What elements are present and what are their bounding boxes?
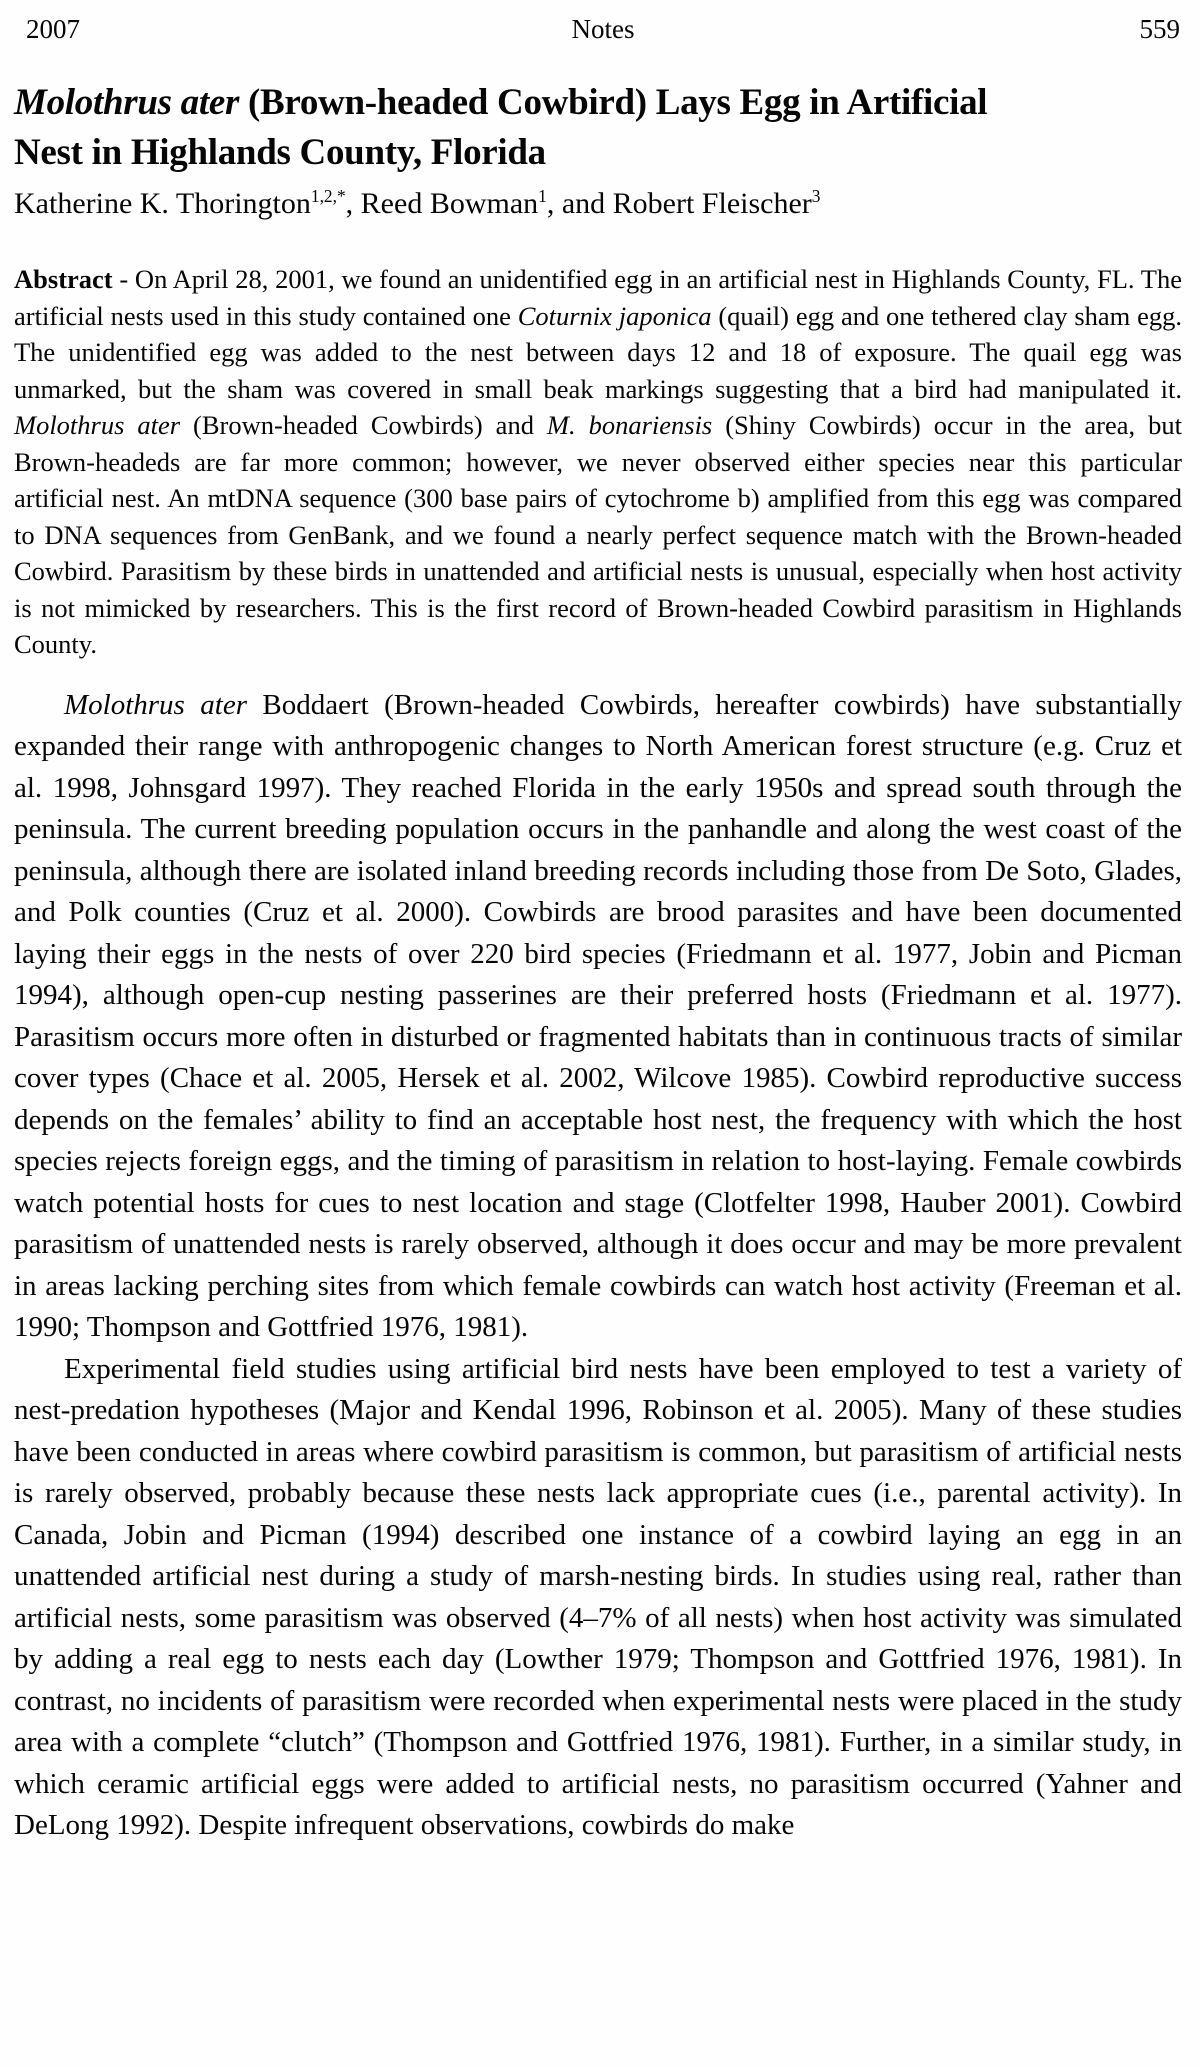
article-title [14,78,1184,178]
running-head-section-title: Notes [571,14,635,44]
body-paragraph-1: Molothrus ater Boddaert (Brown-headed Cowbirds, hereafter cowbirds) have substantially expanded their range with anthropogenic changes to North American forest structure (e.g. Cruz et al. 1998, Johnsgard 1997). They reached Florida in the early 1950s and spread south through the peninsula. The current breeding population occurs in the panhandle and along the west coast of the peninsula, although there are isolated inland breeding records including those from De Soto, Glades, and Polk counties (Cruz et al. 2000). Cowbirds are brood parasites and have been documented laying their eggs in the nests of over 220 bird species (Friedmann et al. 1977, Jobin and Picman 1994), although open-cup nesting passerines are their preferred hosts (Friedmann et al. 1977). Parasitism occurs more often in disturbed or fragmented habitats than in continuous tracts of similar cover types (Chace et al. 2005, Hersek et al. 2002, Wilcove 1985). Cowbird reproductive success depends on the females’ ability to find an acceptable host nest, the frequency with which the host species rejects foreign eggs, and the timing of parasitism in relation to host-laying. Female cowbirds watch potential hosts for cues to nest location and stage (Clotfelter 1998, Hauber 2001). Cowbird parasitism of unattended nests is rarely observed, although it does occur and may be more prevalent in areas lacking perching sites from which female cowbirds can watch host activity (Freeman et al. 1990; Thompson and Gottfried 1976, 1981). [14,688,1182,1343]
abstract-paragraph: Abstract - On April 28, 2001, we found an unidentified egg in an artificial nest in Highlands County, FL. The artificial nests used in this study contained one Coturnix japonica (quail) egg and one tethered clay sham egg. The unidentified egg was added to the nest between days 12 and 18 of exposure. The quail egg was unmarked, but the sham was covered in small beak markings suggesting that a bird had manipulated it. Molothrus ater (Brown-headed Cowbirds) and M. bonariensis (Shiny Cowbirds) occur in the area, but Brown-headeds are far more common; however, we never observed either species near this particular artificial nest. An mtDNA sequence (300 base pairs of cytochrome b) amplified from this egg was compared to DNA sequences from GenBank, and we found a nearly perfect sequence match with the Brown-headed Cowbird. Parasitism by these birds in unattended and artificial nests is unusual, especially when host activity is not mimicked by researchers. This is the first record of Brown-headed Cowbird parasitism in Highlands County. [14,264,1183,659]
body-paragraph-2: Experimental field studies using artificial bird nests have been employed to test a variety of nest-predation hypotheses (Major and Kendal 1996, Robinson et al. 2005). Many of these studies have been conducted in areas where cowbird parasitism is common, but parasitism of artificial nests is rarely observed, probably because these nests lack appropriate cues (i.e., parental activity). In Canada, Jobin and Picman (1994) described one instance of a cowbird laying an egg in an unattended artificial nest during a study of marsh-nesting birds. In studies using real, rather than artificial nests, some parasitism was observed (4–7% of all nests) when host activity was simulated by adding a real egg to nests each day (Lowther 1979; Thompson and Gottfried 1976, 1981). In contrast, no incidents of parasitism were recorded when experimental nests were placed in the study area with a complete “clutch” (Thompson and Gottfried 1976, 1981). Further, in a similar study, in which ceramic artificial eggs were added to artificial nests, no parasitism occurred (Yahner and DeLong 1992). Despite infrequent observations, cowbirds do make [14,1352,1182,1841]
running-head [14,14,1184,44]
author-byline: Katherine K. Thorington$^{1,2,*}$, Reed Bowman$^1$, and Robert Fleischer$^3$ [14,186,821,220]
article-title-line-1: Molothrus ater (Brown-headed Cowbird) Lays Egg in Artificial [14,82,988,123]
running-head-page-number: 559 [1139,14,1180,44]
article-title-line-2: Nest in Highlands County, Florida [14,132,546,173]
article-body [14,685,1184,1847]
running-head-year: 2007 [26,14,80,44]
